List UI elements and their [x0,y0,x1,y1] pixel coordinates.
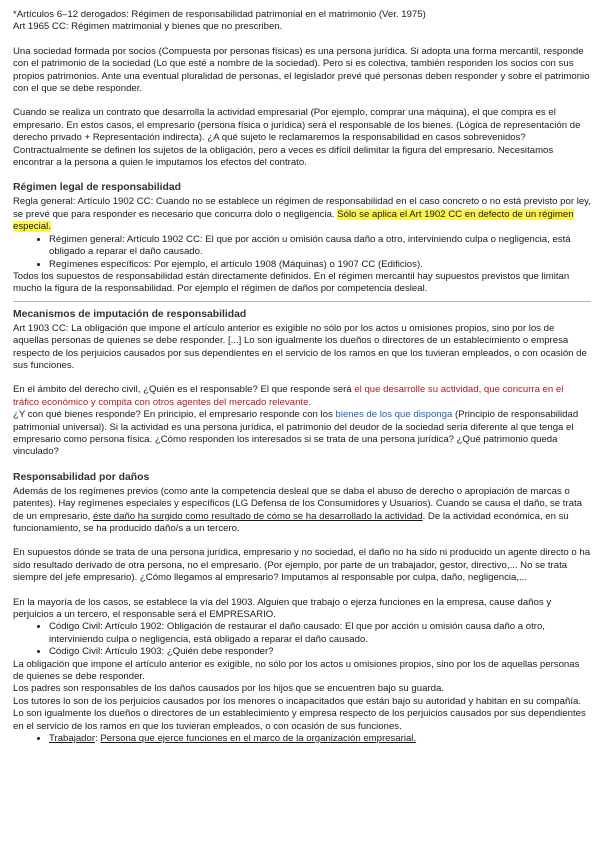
document-page [13,9,591,746]
intro-line-2: Art 1965 CC: Régimen matrimonial y bienes que no prescriben. [13,21,283,33]
question-1-answer: el que desarrolle su actividad, que concurra en el tráfico económico y compita con otros agentes del mercado relevante. [13,384,564,408]
regimen-bullet-list [13,234,591,271]
question-2-answer: bienes de los que disponga [335,409,453,421]
danos-bullet-list [13,621,591,658]
paragraph-contrato: Cuando se realiza un contrato que desarrolla la actividad empresarial (Por ejemplo, comprar una máquina), el que compra es el empresario. En estos casos, el empresario (persona física o jurídica) será el responsable de los bienes. (Lógica de representación de derecho privado + Representación indirecta). ¿A qué sujeto le reclamaremos la responsabilidad en casos sobrevenidos? Contractualmente se definen los sujetos de la obligación, pero a veces es difícil delimitar la figura del empresario. Necesitamos encontrar a la persona a quien le imputamos los efectos del contrato. [13,107,581,169]
section-danos [13,471,591,746]
question-1-text: En el ámbito del derecho civil, ¿Quién es el responsable? El que responde será [13,384,352,396]
list-item: • Régimen general: Artículo 1902 CC: El que por acción u omisión causa daño a otro, interviniendo culpa o negligencia, está obligado a reparar el daño causado. [49,234,591,259]
heading-mecanismos: Mecanismos de imputación de responsabilidad [13,308,247,320]
question-2-text: ¿Y con qué bienes responde? En principio, el empresario responde con los [13,409,333,421]
mecanismos-question-1 [13,384,591,409]
trabajador-label: Trabajador [49,733,96,745]
danos-line-3: Los tutores lo son de los perjuicios causados por los menores o incapacitados que están bajo su autoridad y habitan en su compañía. [13,695,581,707]
trabajador-definition: Persona que ejerce funciones en el marco de la organización empresarial. [100,733,417,745]
heading-danos: Responsabilidad por daños [13,471,150,483]
danos-p1-underlined: éste daño ha surgido como resultado de cómo se ha desarrollado la actividad [93,510,423,522]
mecanismos-art1903: Art 1903 CC: La obligación que impone el artículo anterior es exigible no sólo por los actos u omisiones propios, sino por los de aquellas personas de quienes se debe responder. [...] Lo son igualmente los dueños o directores de un establecimiento o empresa respecto de los perjuicios causados por sus dependientes en el servicio de los ramos en que los tuvieran empleados, o con ocasión de sus funciones. [13,322,587,371]
section-divider [13,301,591,302]
intro-line-1: *Artículos 6–12 derogados: Régimen de responsabilidad patrimonial en el matrimonio (Ver. 1975) [13,9,426,20]
section-regimen [13,181,591,295]
list-item: • Trabajador: Persona que ejerce funciones en el marco de la organización empresarial. [49,733,591,745]
trabajador-list [13,733,591,745]
danos-line-4: Lo son igualmente los dueños o directores de un establecimiento y empresa respecto de los perjuicios causados por sus dependientes en el servicio de los ramos en que los tuvieran empleados, o con ocasión de sus funciones. [13,708,586,732]
regimen-closing: Todos los supuestos de responsabilidad están directamente definidos. En el régimen mercantil hay supuestos previstos que limitan mucho la figura de la responsabilidad. Por ejemplo el régimen de daños por competencia desleal. [13,270,570,295]
danos-line-1: La obligación que impone el artículo anterior es exigible, no sólo por los actos u omisiones propios, sino por los de aquellas personas de quienes se debe responder. [13,658,580,683]
danos-p1-end: . De la actividad económica, en su funcionamiento, se ha producido daño/s a un tercero. [13,510,569,534]
heading-regimen: Régimen legal de responsabilidad [13,182,182,194]
regimen-general-highlight: Sólo se aplica el Art 1902 CC en defecto de un régimen especial. [13,208,574,233]
mecanismos-question-2 [13,409,591,459]
regimen-general [13,196,591,233]
danos-line-2: Los padres son responsables de los daños causados por los hijos que se encuentren bajo su guarda. [13,683,444,695]
regimen-general-text: Regla general: Artículo 1902 CC: Cuando no se establece un régimen de responsabilidad en el caso concreto o no está previsto por ley, se prevé que para responder es necesario que concurra dolo o negligencia. [13,196,591,220]
list-item: • Regímenes específicos: Por ejemplo, el artículo 1908 (Máquinas) o 1907 CC (Edificios). [49,259,591,271]
question-2-rest: (Principio de responsabilidad patrimonial universal). Si la actividad es una persona jurídica, el patrimonio del deudor de la sociedad sería diferente al que tenga el empresario como persona física. ¿Cómo responden los interesados si se trata de una persona jurídica? ¿Qué patrimonio queda vinculado? [13,409,579,458]
danos-paragraph-2: En supuestos dónde se trata de una persona jurídica, empresario y no sociedad, el daño no ha sido ni producido un agente directo o ha sido resultado derivado de otra persona, no el empresario. (Por ejemplo, por parte de un trabajador, gestor, directivo,... No se trata siempre del jefe empresario). ¿Cómo llegamos al empresario? Imputamos al responsable por culpa, daño, negligencia,... [13,547,591,584]
paragraph-sociedad: Una sociedad formada por socios (Compuesta por personas físicas) es una persona jurídica. Si adopta una forma mercantil, responde con el patrimonio de la sociedad (Lo que esté a nombre de la sociedad). Pero si es colectiva, también responden los socios con sus propios patrimonios. Ante una eventual pluralidad de personas, el legislador prevé qué personas deben responder y sobre el patrimonio con el que se debe responder. [13,45,590,95]
list-item: • Código Civil: Artículo 1902: Obligación de restaurar el daño causado: El que por acción u omisión causa daño a otro, interviniendo culpa o negligencia, está obligado a reparar el daño causado. [49,621,591,646]
danos-paragraph-1 [13,486,591,536]
danos-paragraph-3: En la mayoría de los casos, se establece la vía del 1903. Alguien que trabajo o ejerza funciones en la empresa, cause daños y perjuicios a un tercero, el responsable será el EMPRESARIO. [13,596,552,621]
list-item: • Código Civil: Artículo 1903: ¿Quién debe responder? [49,646,591,658]
danos-p1-start: Además de los regímenes previos (como ante la competencia desleal que se daba el abuso de derecho o apropiación de marcas o patentes). Hay regímenes especiales y específicos (LG Defensa de los Consumidores y Usuarios). Cuando se causa el daño, se trata de un empresario, [13,485,582,522]
section-mecanismos [13,308,591,459]
